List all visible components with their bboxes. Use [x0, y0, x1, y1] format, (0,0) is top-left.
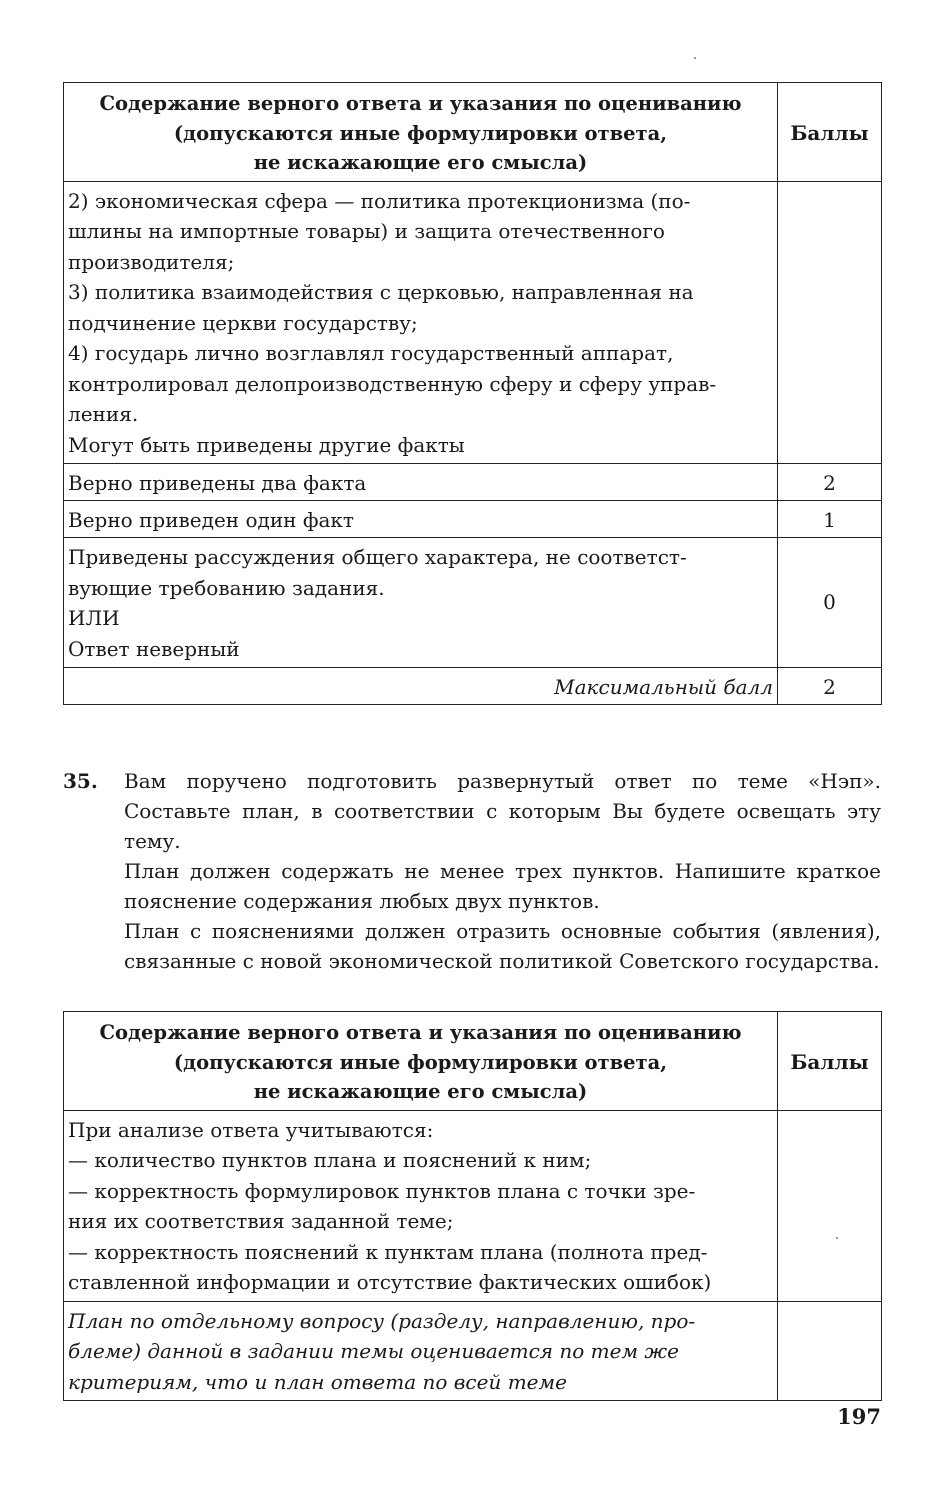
criterion-text: Верно приведен один факт	[64, 501, 778, 538]
header-line: (допускаются иные формулировки ответа,	[173, 121, 668, 145]
content-line: блеме) данной в задании темы оценивается по тем же	[68, 1339, 679, 1363]
score-cell	[778, 1110, 882, 1301]
score-cell: 1	[778, 501, 882, 538]
table-header-row	[64, 1012, 882, 1111]
task-paragraph: Вам поручено подготовить развернутый ответ по теме «Нэп». Составьте план, в соответствии с которым Вы будете освещать эту тему.	[124, 769, 881, 853]
content-line: 2) экономическая сфера — политика протекционизма (по-	[68, 188, 691, 213]
content-line: Приведены рассуждения общего характера, не соответст-	[68, 545, 687, 569]
score-cell	[778, 1301, 882, 1401]
italic-note	[64, 1301, 778, 1401]
content-line: производителя;	[68, 249, 235, 274]
answer-content	[64, 181, 778, 464]
table-row	[64, 464, 882, 501]
score-cell: 2	[778, 464, 882, 501]
content-line: вующие требованию задания.	[68, 575, 385, 600]
content-line: критериям, что и план ответа по всей теме	[68, 1369, 567, 1394]
score-header: Баллы	[778, 83, 882, 182]
table-row	[64, 501, 882, 538]
content-line: ния их соответствия заданной теме;	[68, 1209, 454, 1233]
content-line: шлины на импортные товары) и защита отечественного	[68, 219, 665, 243]
content-line: Ответ неверный	[68, 636, 240, 661]
table-header-row	[64, 83, 882, 182]
table-row	[64, 1110, 882, 1301]
task-body	[124, 766, 881, 976]
content-line: 4) государь лично возглавлял государственный аппарат,	[68, 341, 674, 365]
table-row	[64, 1301, 882, 1401]
content-line: ления.	[68, 402, 139, 426]
content-line: ИЛИ	[68, 606, 120, 630]
content-line: — количество пунктов плана и пояснений к ним;	[68, 1148, 592, 1172]
criteria-header	[64, 1012, 778, 1111]
page-number: 197	[837, 1404, 881, 1429]
table-row	[64, 181, 882, 464]
content-line: При анализе ответа учитываются:	[68, 1117, 434, 1142]
content-line: — корректность формулировок пунктов плана с точки зре-	[68, 1178, 696, 1203]
content-line: 3) политика взаимодействия с церковью, направленная на	[68, 280, 694, 304]
content-line: контролировал делопроизводственную сферу и сферу управ-	[68, 371, 717, 396]
max-score-row	[64, 668, 882, 705]
content-line: Могут быть приведены другие факты	[68, 432, 465, 457]
header-line: Содержание верного ответа и указания по оцениванию	[99, 92, 742, 115]
task-number: 35.	[63, 769, 98, 793]
max-score-label: Максимальный балл	[64, 668, 778, 705]
task-paragraph: План с пояснениями должен отразить основные события (явления), связанные с новой экономической политикой Советского государства.	[124, 919, 881, 973]
content-line: План по отдельному вопросу (разделу, направлению, про-	[68, 1308, 696, 1333]
table-row	[64, 538, 882, 668]
criterion-text: Верно приведены два факта	[64, 464, 778, 501]
max-score-value: 2	[778, 668, 882, 705]
header-line: не искажающие его смысла)	[253, 151, 588, 174]
content-line: подчинение церкви государству;	[68, 310, 418, 335]
scan-speck	[694, 57, 696, 59]
score-cell	[778, 181, 882, 464]
content-line: ставленной информации и отсутствие фактических ошибок)	[68, 1270, 712, 1294]
score-header: Баллы	[778, 1012, 882, 1111]
score-cell: 0	[778, 538, 882, 668]
content-line: — корректность пояснений к пунктам плана (полнота пред-	[68, 1239, 708, 1264]
header-line: не искажающие его смысла)	[253, 1080, 588, 1103]
grading-table-34	[63, 82, 882, 705]
header-line: Содержание верного ответа и указания по оцениванию	[99, 1021, 742, 1044]
task-35	[63, 766, 881, 976]
answer-content	[64, 1110, 778, 1301]
grading-table-35	[63, 1011, 882, 1401]
header-line: (допускаются иные формулировки ответа,	[173, 1050, 668, 1074]
criteria-header	[64, 83, 778, 182]
criterion-text	[64, 538, 778, 668]
task-paragraph: План должен содержать не менее трех пунктов. Напишите краткое пояснение содержания любых двух пунктов.	[124, 859, 881, 913]
